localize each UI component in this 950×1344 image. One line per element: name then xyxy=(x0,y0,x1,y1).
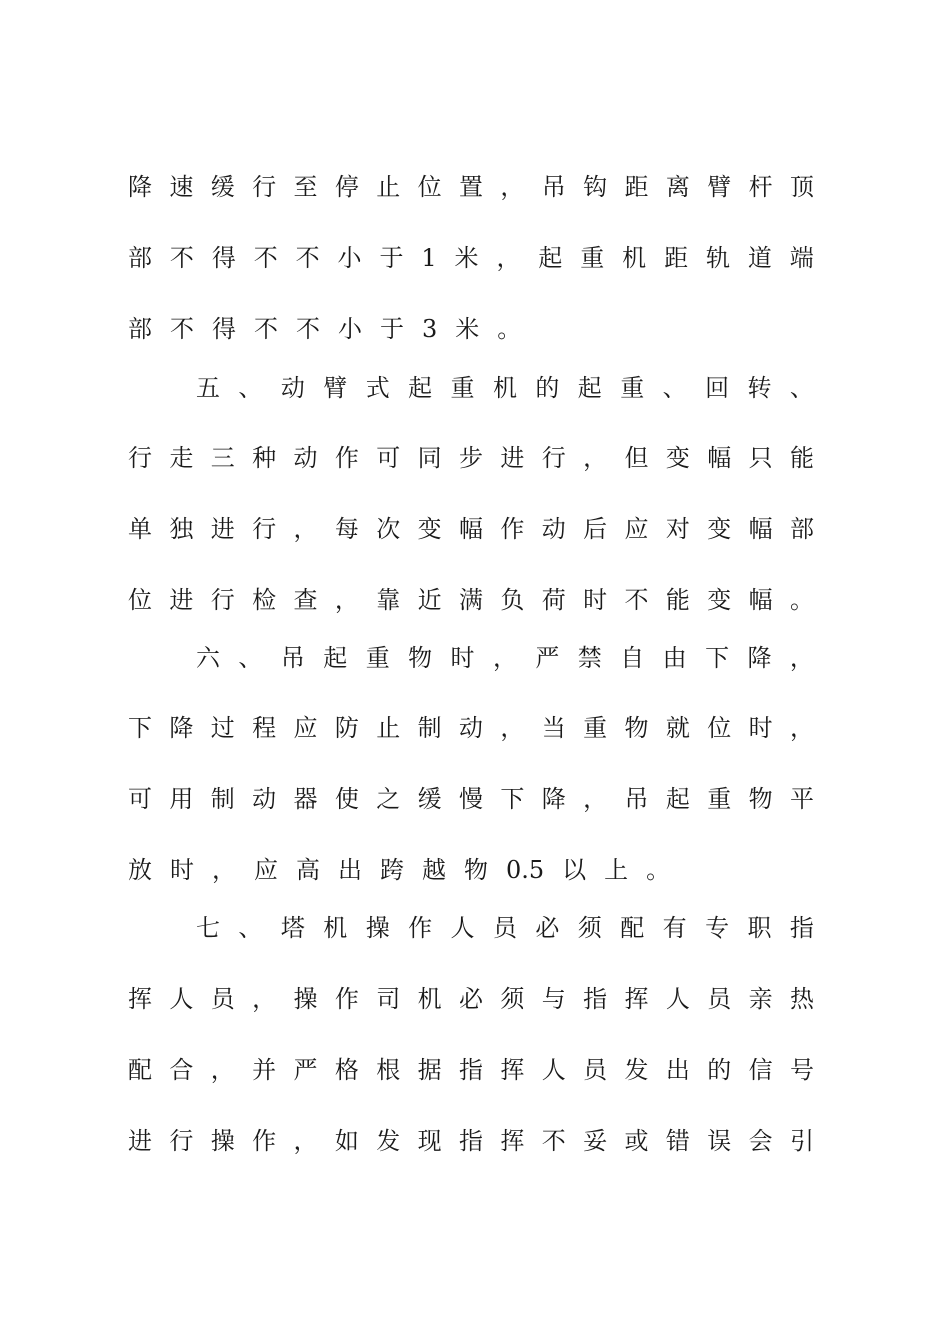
glyph: 。 xyxy=(646,856,671,884)
glyph: 五 xyxy=(196,374,220,402)
glyph: 转 xyxy=(747,374,772,402)
glyph: 位 xyxy=(707,714,732,742)
glyph: 员 xyxy=(583,1056,608,1084)
glyph: ， xyxy=(252,985,277,1013)
glyph: 重 xyxy=(365,644,390,672)
glyph: 不 xyxy=(170,315,194,343)
text-line xyxy=(128,782,814,816)
glyph: 上 xyxy=(604,856,629,884)
glyph: 高 xyxy=(296,856,320,884)
glyph: 单 xyxy=(128,515,152,543)
glyph: 行 xyxy=(169,1127,194,1155)
glyph: 合 xyxy=(169,1056,194,1084)
glyph: 不 xyxy=(253,244,278,272)
glyph: 降 xyxy=(128,173,152,201)
glyph: 作 xyxy=(334,985,359,1013)
glyph: 发 xyxy=(376,1127,401,1155)
glyph: ， xyxy=(334,586,359,614)
glyph: 米 xyxy=(454,244,479,272)
glyph: 越 xyxy=(422,856,446,884)
glyph: 步 xyxy=(459,444,483,472)
glyph: 时 xyxy=(748,714,773,742)
glyph: 挥 xyxy=(128,985,152,1013)
text-line xyxy=(128,512,814,546)
glyph: 作 xyxy=(408,914,433,942)
glyph: 与 xyxy=(541,985,566,1013)
glyph: 当 xyxy=(541,714,566,742)
text-line xyxy=(128,982,814,1016)
glyph: 应 xyxy=(624,515,649,543)
glyph: 起 xyxy=(408,374,433,402)
glyph: 发 xyxy=(624,1056,649,1084)
glyph: 离 xyxy=(665,173,690,201)
glyph: 不 xyxy=(624,586,649,614)
glyph: 部 xyxy=(128,315,152,343)
glyph: 制 xyxy=(417,714,442,742)
glyph: 严 xyxy=(293,1056,318,1084)
glyph: 。 xyxy=(790,586,814,614)
text-line xyxy=(128,1124,814,1158)
glyph: 速 xyxy=(169,173,194,201)
glyph: 司 xyxy=(376,985,401,1013)
glyph: 过 xyxy=(210,714,235,742)
glyph: 据 xyxy=(417,1056,442,1084)
glyph: 检 xyxy=(252,586,277,614)
glyph: 、 xyxy=(662,374,687,402)
glyph: 变 xyxy=(417,515,442,543)
paragraph-start-line xyxy=(196,641,814,675)
glyph: 得 xyxy=(211,244,236,272)
glyph: 配 xyxy=(620,914,645,942)
glyph: 物 xyxy=(408,644,433,672)
glyph: ， xyxy=(293,1127,318,1155)
glyph: 对 xyxy=(665,515,690,543)
glyph: 放 xyxy=(128,856,152,884)
glyph: 不 xyxy=(541,1127,566,1155)
glyph: 指 xyxy=(459,1056,483,1084)
glyph: 近 xyxy=(417,586,442,614)
glyph: ， xyxy=(500,714,525,742)
glyph: 以 xyxy=(562,856,587,884)
glyph: 种 xyxy=(252,444,277,472)
glyph: 后 xyxy=(583,515,608,543)
glyph: 钩 xyxy=(583,173,608,201)
text-line xyxy=(128,1053,814,1087)
glyph: 人 xyxy=(541,1056,566,1084)
glyph: 于 xyxy=(379,244,404,272)
glyph: 降 xyxy=(747,644,772,672)
glyph: 吊 xyxy=(624,785,649,813)
glyph: 须 xyxy=(500,985,525,1013)
glyph: 指 xyxy=(459,1127,483,1155)
glyph: 并 xyxy=(252,1056,277,1084)
glyph: 作 xyxy=(252,1127,277,1155)
glyph: 错 xyxy=(665,1127,690,1155)
glyph: 机 xyxy=(417,985,442,1013)
glyph: 职 xyxy=(747,914,772,942)
glyph: 员 xyxy=(492,914,517,942)
glyph: 、 xyxy=(238,374,263,402)
text-line xyxy=(128,441,814,475)
glyph: 行 xyxy=(541,444,566,472)
glyph: 如 xyxy=(334,1127,359,1155)
glyph: 热 xyxy=(790,985,814,1013)
glyph: 塔 xyxy=(280,914,305,942)
glyph: 人 xyxy=(169,985,194,1013)
glyph: 起 xyxy=(323,644,348,672)
glyph: 操 xyxy=(293,985,318,1013)
glyph: 同 xyxy=(417,444,442,472)
glyph: 误 xyxy=(707,1127,732,1155)
glyph: 满 xyxy=(459,586,483,614)
glyph: 距 xyxy=(624,173,649,201)
glyph: 行 xyxy=(252,173,277,201)
glyph: 七 xyxy=(196,914,220,942)
glyph: 缓 xyxy=(210,173,235,201)
glyph: 至 xyxy=(293,173,318,201)
glyph: 时 xyxy=(170,856,194,884)
glyph: 行 xyxy=(252,515,277,543)
glyph: ， xyxy=(496,244,521,272)
glyph: 制 xyxy=(210,785,235,813)
text-line xyxy=(128,853,814,887)
glyph: 指 xyxy=(789,914,814,942)
glyph: 能 xyxy=(665,586,690,614)
glyph: ， xyxy=(492,644,517,672)
glyph: 能 xyxy=(790,444,814,472)
glyph: 米 xyxy=(455,315,480,343)
glyph: 回 xyxy=(705,374,730,402)
glyph: ， xyxy=(212,856,236,884)
glyph: 的 xyxy=(535,374,560,402)
glyph: 轨 xyxy=(705,244,730,272)
glyph: 由 xyxy=(662,644,687,672)
glyph: 有 xyxy=(662,914,687,942)
glyph: 只 xyxy=(748,444,773,472)
glyph: 妥 xyxy=(583,1127,608,1155)
glyph: 1 xyxy=(421,244,437,272)
glyph: 人 xyxy=(665,985,690,1013)
text-line xyxy=(128,583,814,617)
glyph: 就 xyxy=(665,714,690,742)
glyph: 负 xyxy=(500,586,525,614)
glyph: 幅 xyxy=(748,586,773,614)
glyph: 变 xyxy=(665,444,690,472)
glyph: ， xyxy=(210,1056,235,1084)
glyph: 下 xyxy=(705,644,730,672)
glyph: 、 xyxy=(238,914,263,942)
glyph: 平 xyxy=(790,785,814,813)
glyph: 之 xyxy=(376,785,401,813)
glyph: 起 xyxy=(577,374,602,402)
glyph: 可 xyxy=(128,785,152,813)
glyph: 降 xyxy=(541,785,566,813)
glyph: 用 xyxy=(169,785,194,813)
glyph: 靠 xyxy=(376,586,401,614)
glyph: 程 xyxy=(252,714,277,742)
glyph: 操 xyxy=(210,1127,235,1155)
text-line xyxy=(128,312,814,346)
glyph: 的 xyxy=(707,1056,732,1084)
glyph: 挥 xyxy=(500,1056,525,1084)
glyph: 专 xyxy=(705,914,730,942)
glyph: 三 xyxy=(210,444,235,472)
glyph: 重 xyxy=(583,714,608,742)
glyph: 格 xyxy=(334,1056,359,1084)
glyph: 机 xyxy=(492,374,517,402)
glyph: 停 xyxy=(334,173,359,201)
glyph: 不 xyxy=(295,244,320,272)
glyph: 使 xyxy=(334,785,359,813)
glyph: 进 xyxy=(169,586,194,614)
glyph: 变 xyxy=(707,586,732,614)
glyph: 可 xyxy=(376,444,401,472)
glyph: 道 xyxy=(747,244,772,272)
glyph: 指 xyxy=(583,985,608,1013)
glyph: 小 xyxy=(338,315,362,343)
glyph: 物 xyxy=(624,714,649,742)
glyph: 操 xyxy=(365,914,390,942)
glyph: 重 xyxy=(450,374,475,402)
glyph: 须 xyxy=(577,914,602,942)
glyph: 降 xyxy=(169,714,194,742)
glyph: 缓 xyxy=(417,785,442,813)
glyph: 、 xyxy=(789,374,814,402)
glyph: 变 xyxy=(707,515,732,543)
text-line xyxy=(128,170,814,204)
glyph: 出 xyxy=(338,856,362,884)
glyph: 出 xyxy=(665,1056,690,1084)
glyph: 小 xyxy=(337,244,362,272)
glyph: 进 xyxy=(210,515,235,543)
glyph: 位 xyxy=(128,586,152,614)
glyph: 亲 xyxy=(748,985,773,1013)
glyph: 位 xyxy=(417,173,442,201)
glyph: 、 xyxy=(238,644,263,672)
glyph: 作 xyxy=(334,444,359,472)
glyph: 会 xyxy=(748,1127,773,1155)
glyph: 不 xyxy=(296,315,320,343)
glyph: 重 xyxy=(707,785,732,813)
glyph: 顶 xyxy=(790,173,814,201)
glyph: 动 xyxy=(252,785,277,813)
glyph: 走 xyxy=(169,444,194,472)
glyph: 0.5 xyxy=(506,856,545,884)
glyph: 但 xyxy=(624,444,649,472)
glyph: 严 xyxy=(535,644,560,672)
glyph: 器 xyxy=(293,785,318,813)
glyph: 机 xyxy=(622,244,647,272)
glyph: 独 xyxy=(169,515,194,543)
glyph: 吊 xyxy=(541,173,566,201)
glyph: 禁 xyxy=(577,644,602,672)
glyph: 端 xyxy=(789,244,814,272)
glyph: 臂 xyxy=(323,374,348,402)
glyph: 不 xyxy=(254,315,278,343)
glyph: 距 xyxy=(664,244,689,272)
glyph: 时 xyxy=(583,586,608,614)
glyph: 重 xyxy=(580,244,605,272)
glyph: 3 xyxy=(422,315,438,343)
paragraph-start-line xyxy=(196,371,814,405)
glyph: 引 xyxy=(790,1127,814,1155)
glyph: ， xyxy=(583,444,608,472)
glyph: 动 xyxy=(293,444,318,472)
glyph: 必 xyxy=(535,914,560,942)
glyph: 配 xyxy=(128,1056,152,1084)
glyph: 幅 xyxy=(748,515,773,543)
glyph: 员 xyxy=(707,985,732,1013)
glyph: 次 xyxy=(376,515,401,543)
glyph: 得 xyxy=(212,315,236,343)
glyph: 进 xyxy=(500,444,525,472)
glyph: 行 xyxy=(210,586,235,614)
glyph: 置 xyxy=(459,173,483,201)
glyph: 或 xyxy=(624,1127,649,1155)
glyph: 查 xyxy=(293,586,318,614)
glyph: 根 xyxy=(376,1056,401,1084)
glyph: 于 xyxy=(380,315,404,343)
paragraph-start-line xyxy=(196,911,814,945)
glyph: 自 xyxy=(620,644,645,672)
glyph: 动 xyxy=(280,374,305,402)
glyph: ， xyxy=(293,515,318,543)
glyph: 每 xyxy=(334,515,359,543)
glyph: 止 xyxy=(376,173,401,201)
text-line xyxy=(128,241,814,275)
glyph: 杆 xyxy=(748,173,773,201)
text-line xyxy=(128,711,814,745)
glyph: 起 xyxy=(538,244,563,272)
glyph: 起 xyxy=(665,785,690,813)
glyph: 部 xyxy=(128,244,152,272)
glyph: 。 xyxy=(497,315,522,343)
glyph: 人 xyxy=(450,914,475,942)
glyph: 机 xyxy=(323,914,348,942)
glyph: 吊 xyxy=(280,644,305,672)
glyph: 挥 xyxy=(500,1127,525,1155)
glyph: 现 xyxy=(417,1127,442,1155)
glyph: 重 xyxy=(620,374,645,402)
glyph: 跨 xyxy=(380,856,404,884)
glyph: 幅 xyxy=(459,515,483,543)
glyph: ， xyxy=(583,785,608,813)
glyph: 信 xyxy=(748,1056,773,1084)
glyph: 作 xyxy=(500,515,525,543)
glyph: ， xyxy=(500,173,525,201)
glyph: 下 xyxy=(128,714,152,742)
glyph: 动 xyxy=(459,714,483,742)
glyph: 物 xyxy=(464,856,488,884)
glyph: 臂 xyxy=(707,173,732,201)
glyph: ， xyxy=(790,714,814,742)
glyph: 时 xyxy=(450,644,475,672)
glyph: 行 xyxy=(128,444,152,472)
glyph: 号 xyxy=(790,1056,814,1084)
glyph: 慢 xyxy=(459,785,483,813)
glyph: 应 xyxy=(293,714,318,742)
glyph: 止 xyxy=(376,714,401,742)
glyph: 应 xyxy=(254,856,278,884)
glyph: 不 xyxy=(169,244,194,272)
glyph: 挥 xyxy=(624,985,649,1013)
glyph: 幅 xyxy=(707,444,732,472)
glyph: 部 xyxy=(790,515,814,543)
glyph: 荷 xyxy=(541,586,566,614)
glyph: 必 xyxy=(459,985,483,1013)
glyph: 进 xyxy=(128,1127,152,1155)
glyph: 六 xyxy=(196,644,220,672)
glyph: 下 xyxy=(500,785,525,813)
glyph: 式 xyxy=(365,374,390,402)
glyph: ， xyxy=(789,644,814,672)
glyph: 动 xyxy=(541,515,566,543)
glyph: 防 xyxy=(334,714,359,742)
glyph: 员 xyxy=(210,985,235,1013)
glyph: 物 xyxy=(748,785,773,813)
